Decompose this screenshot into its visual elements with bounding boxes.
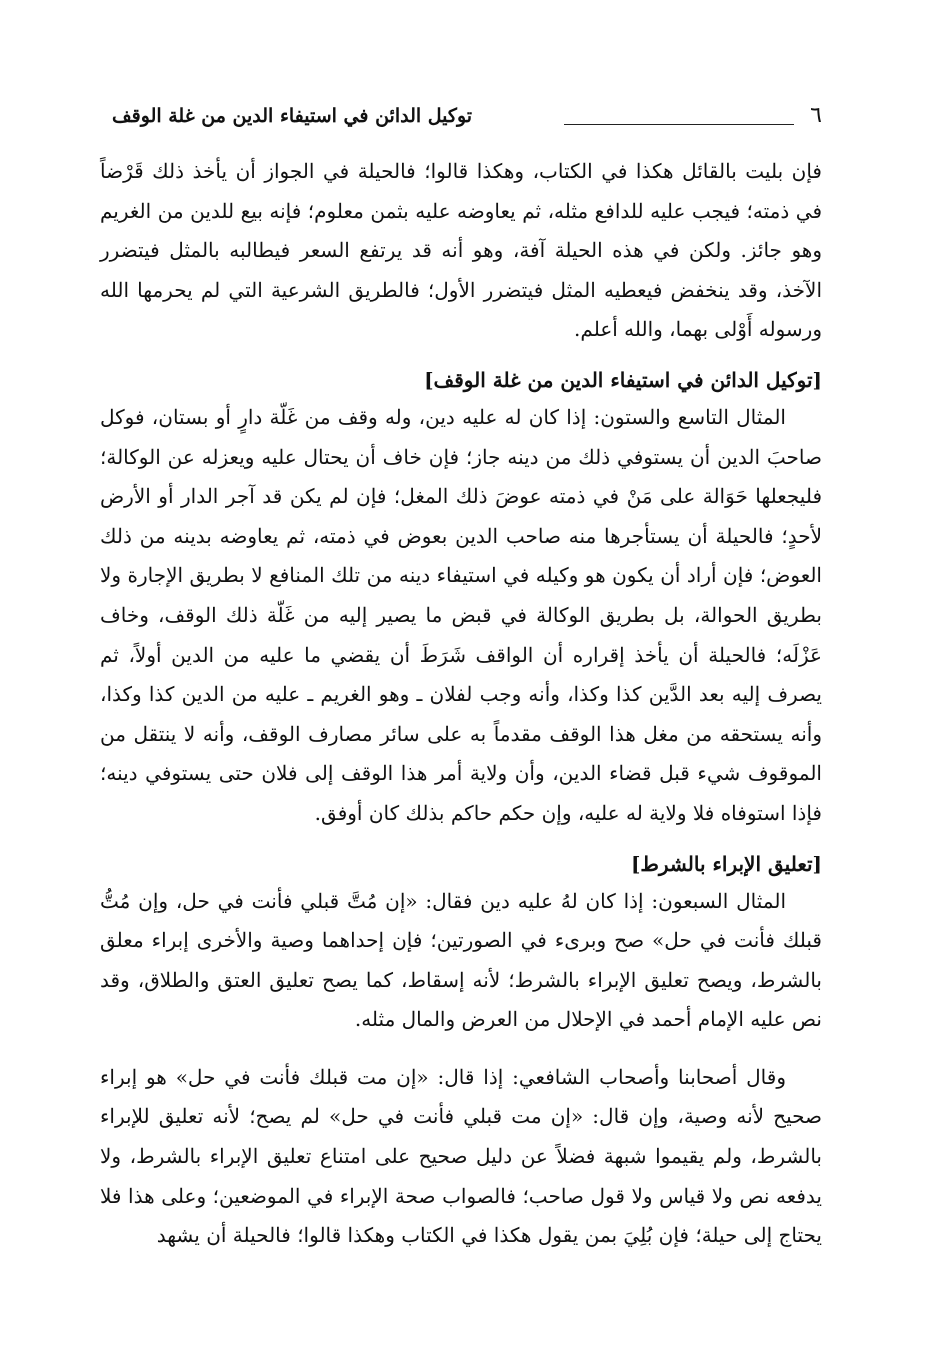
paragraph-scholars-view: وقال أصحابنا وأصحاب الشافعي: إذا قال: «إن مت قبلك فأنت في حل» هو إبراء صحيح لأنه وصية، وإن قال: «إن مت قبلي فأنت في حل» لم يصح؛ لأنه تعليق للإبراء بالشرط، ولم يقيموا شبهة فضلاً عن دليل صحيح على امتناع تعليق الإبراء بالشرط، ولا يدفعه نص ولا قياس ولا قول صاحب؛ فالصواب صحة الإبراء في الموضعين؛ وعلى هذا فلا يحتاج إلى حيلة؛ فإن بُلِيَ بمن يقول هكذا في الكتاب وهكذا قالوا؛ فالحيلة أن يشهد <box>100 1064 823 1248</box>
page-number: ٦ <box>810 103 822 128</box>
header-rule <box>564 124 794 125</box>
paragraph-gap <box>100 1040 822 1058</box>
page-body <box>100 152 822 1256</box>
paragraph-example-70: المثال السبعون: إذا كان لهُ عليه دين فقال: «إن مُتَّ قبلي فأنت في حل، وإن مُتُّ قبلك فأنت في حل» صح وبرىء في الصورتين؛ فإن إحداهما وصية والأخرى إبراء معلق بالشرط، ويصح تعليق الإبراء بالشرط؛ لأنه إسقاط، كما يصح تعليق العتق والطلاق، وقد نص عليه الإمام أحمد في الإحلال من العرض والمال مثله. <box>100 888 822 1032</box>
paragraph-continuation: فإن بليت بالقائل هكذا في الكتاب، وهكذا قالوا؛ فالحيلة في الجواز أن يأخذ ذلك قَرْضاً في ذمته؛ فيجب عليه للدافع مثله، ثم يعاوضه عليه بثمن معلوم؛ فإنه بيع للدين من الغريم وهو جائز. ولكن في هذه الحيلة آفة، وهو أنه قد يرتفع السعر فيطالبه بالمثل فيتضرر الآخذ، وقد ينخفض فيعطيه المثل فيتضرر الأول؛ فالطريق الشرعية التي لم يحرمها الله ورسوله أَوْلى بهما، والله أعلم. <box>100 159 822 342</box>
section-heading-conditional-release: [تعليق الإبراء بالشرط] <box>630 851 822 876</box>
running-header <box>112 100 822 136</box>
running-header-title: توكيل الدائن في استيفاء الدين من غلة الوقف <box>112 105 473 127</box>
section-heading-creditor-agency: [توكيل الدائن في استيفاء الدين من غلة الوقف] <box>424 367 822 392</box>
paragraph-example-69: المثال التاسع والستون: إذا كان له عليه دين، وله وقف من غَلّة دارٍ أو بستان، فوكل صاحبَ الدين أن يستوفي ذلك من دينه جاز؛ فإن خاف أن يحتال عليه ويعزله عن الوكالة؛ فليجعلها حَوَالة على مَنْ في ذمته عوضَ ذلك المغل؛ فإن لم يكن قد آجر الدار أو الأرض لأحدٍ؛ فالحيلة أن يستأجرها منه صاحب الدين بعوض في ذمته، ثم يعاوضه بدينه من ذلك العوض؛ فإن أراد أن يكون هو وكيله في استيفاء دينه من تلك المنافع لا بطريق الإجارة ولا بطريق الحوالة، بل بطريق الوكالة في قبض ما يصير إليه من غَلّة ذلك الوقف، وخاف عَزْلَه؛ فالحيلة أن يأخذ إقراره أن الواقف شَرَطَ أن يقضي ما عليه من الدين أولاً، ثم يصرف إليه بعد الدَّين كذا وكذا، وأنه وجب لفلان ـ وهو الغريم ـ عليه من الدين كذا وكذا، وأنه يستحقه من مغل هذا الوقف مقدماً به على سائر مصارف الوقف، وأنه لا ينتقل من الموقوف شيء قبل قضاء الدين، وأن ولاية أمر هذا الوقف إلى فلان حتى يستوفي دينه؛ فإذا استوفاه فلا ولاية له عليه، وإن حكم حاكم بذلك كان أوفق. <box>100 404 822 825</box>
